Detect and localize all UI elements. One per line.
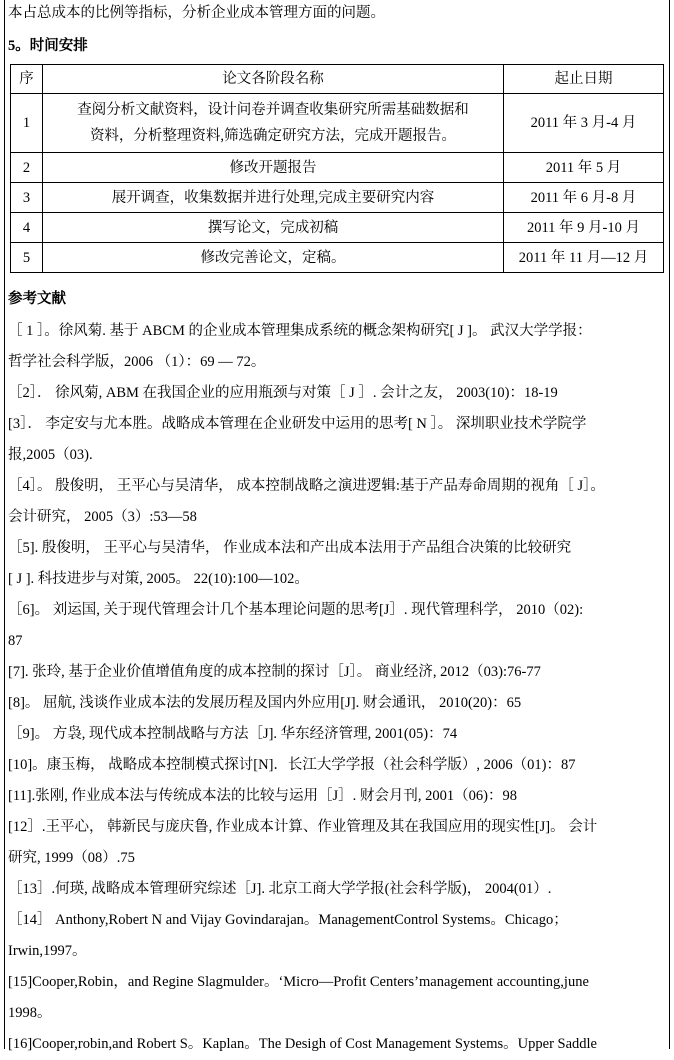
schedule-table	[10, 64, 664, 273]
reference-item	[8, 316, 664, 378]
reference-item	[8, 781, 664, 812]
reference-line: ［2］． 徐风菊, ABM 在我国企业的应用瓶颈与对策［ J ］. 会计之友， 2003(10)：18-19	[8, 385, 558, 401]
reference-line: [8]。 屈航, 浅谈作业成本法的发展历程及国内外应用[J]. 财会通讯， 2010(20)：65	[8, 695, 522, 711]
reference-item	[8, 657, 664, 688]
reference-line: ［6]。 刘运国, 关于现代管理会计几个基本理论问题的思考[J］. 现代管理科学， 2010（02):	[8, 602, 584, 618]
header-date: 起止日期	[504, 65, 664, 94]
reference-line: [10]。康玉梅， 战略成本控制模式探讨[N]．长江大学学报（社会科学版）, 2006（01)：87	[8, 757, 576, 773]
reference-line: 研究, 1999（08）.75	[8, 850, 135, 866]
reference-line: ［14］ Anthony,Robert N and Vijay Govindarajan。ManagementControl Systems。Chicago；	[8, 912, 568, 928]
reference-line: [12］.王平心， 韩新民与庞庆鲁, 作业成本计算、作业管理及其在我国应用的现实性[J]。 会计	[8, 819, 598, 835]
row-no: 2	[11, 153, 43, 183]
references-section	[8, 287, 664, 1060]
row-date: 2011 年 6 月-8 月	[504, 183, 664, 213]
intro-line: 本占总成本的比例等指标，分析企业成本管理方面的问题。	[8, 5, 385, 21]
row-no: 1	[11, 94, 43, 153]
reference-line: ［5]. 殷俊明， 王平心与吴清华， 作业成本法和产出成本法用于产品组合决策的比较研究	[8, 540, 572, 556]
reference-line: [3］． 李定安与尤本胜。战略成本管理在企业研发中运用的思考[ N ］。 深圳职业技术学院学	[8, 416, 587, 432]
reference-line: 87	[8, 633, 23, 649]
reference-item	[8, 471, 664, 533]
task-line: 查阅分析文献资料，设计问卷并调查收集研究所需基础数据和	[77, 102, 469, 118]
row-date: 2011 年 5 月	[504, 153, 664, 183]
reference-line: ［4］。 殷俊明， 王平心与吴清华， 成本控制战略之演进逻辑:基于产品寿命周期的视角［ J］。	[8, 478, 605, 494]
row-no: 5	[11, 243, 43, 273]
section-heading: 5。时间安排	[8, 38, 88, 54]
reference-line: 哲学社会科学版，2006 （1）：69 — 72。	[8, 354, 266, 370]
reference-item	[8, 595, 664, 657]
table-row	[11, 243, 664, 273]
reference-item	[8, 750, 664, 781]
reference-item	[8, 378, 664, 409]
table-row	[11, 183, 664, 213]
header-no: 序	[11, 65, 43, 94]
reference-line: Irwin,1997。	[8, 943, 87, 959]
reference-item	[8, 409, 664, 471]
reference-item	[8, 1029, 664, 1060]
reference-line: [16]Cooper,robin,and Robert S。Kaplan。The Desigh of Cost Management Systems。Upper Saddle	[8, 1036, 597, 1052]
row-date: 2011 年 3 月-4 月	[504, 94, 664, 153]
reference-line: [15]Cooper,Robin，and Regine Slagmulder。‘Micro—Profit Centers’management accounting,june	[8, 974, 589, 990]
reference-item	[8, 812, 664, 874]
table-row	[11, 213, 664, 243]
header-task: 论文各阶段名称	[43, 65, 504, 94]
row-task: 修改完善论文，定稿。	[43, 243, 504, 273]
row-no: 3	[11, 183, 43, 213]
reference-list	[8, 316, 664, 1060]
row-task: 修改开题报告	[43, 153, 504, 183]
reference-item	[8, 533, 664, 595]
reference-item	[8, 874, 664, 905]
reference-item	[8, 688, 664, 719]
row-no: 4	[11, 213, 43, 243]
reference-line: ［ 1 ］。徐风菊. 基于 ABCM 的企业成本管理集成系统的概念架构研究[ J ]。 武汉大学学报：	[8, 323, 592, 339]
row-task	[43, 94, 504, 153]
reference-line: 报,2005（03).	[8, 447, 93, 463]
reference-line: [ J ]. 科技进步与对策, 2005。 22(10):100—102。	[8, 571, 309, 587]
reference-line: [11].张刚, 作业成本法与传统成本法的比较与运用［J］. 财会月刊, 2001（06)：98	[8, 788, 517, 804]
row-task: 撰写论文，完成初稿	[43, 213, 504, 243]
row-date: 2011 年 9 月-10 月	[504, 213, 664, 243]
reference-line: ［13］.何瑛, 战略成本管理研究综述［J]. 北京工商大学学报(社会科学版)， 2004(01）.	[8, 881, 552, 897]
reference-item	[8, 719, 664, 750]
references-title: 参考文献	[8, 291, 66, 307]
row-date: 2011 年 11 月—12 月	[504, 243, 664, 273]
reference-item	[8, 967, 664, 1029]
reference-line: ［9]。 方袅, 现代成本控制战略与方法［J]. 华东经济管理, 2001(05)：74	[8, 726, 458, 742]
task-line: 资料，分析整理资料,筛选确定研究方法，完成开题报告。	[89, 128, 457, 144]
table-row	[11, 94, 664, 153]
reference-line: 会计研究， 2005（3）:53—58	[8, 509, 197, 525]
table-header-row	[11, 65, 664, 94]
table-row	[11, 153, 664, 183]
row-task: 展开调查，收集数据并进行处理,完成主要研究内容	[43, 183, 504, 213]
reference-item	[8, 905, 664, 967]
reference-line: [7]. 张玲, 基于企业价值增值角度的成本控制的探讨［J］。 商业经济, 2012（03):76-77	[8, 664, 541, 680]
reference-line: 1998。	[8, 1005, 52, 1021]
